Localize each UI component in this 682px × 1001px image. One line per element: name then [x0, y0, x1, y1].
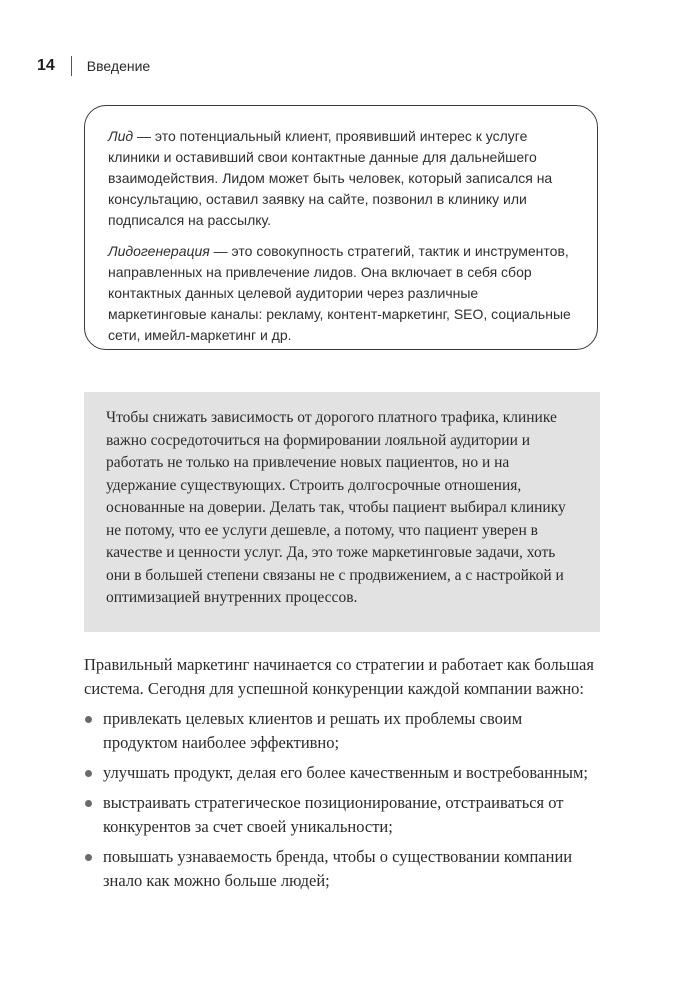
definition-text: — это потенциальный клиент, проявивший интерес к услуге клиники и оставивший свои контактные данные для дальнейшего взаимодействия. Лидом может быть человек, который записался на консультацию, оставил заявку на сайте, позвонил в клинику или подписался на рассылку.	[108, 128, 553, 228]
definition-box	[84, 105, 598, 350]
body-text	[84, 653, 600, 899]
page-number: 14	[37, 57, 55, 74]
bullet-icon	[85, 770, 92, 777]
list-item	[84, 761, 600, 785]
definition-term: Лидогенерация	[108, 243, 210, 259]
definition-leadgen	[108, 241, 577, 346]
page-header	[37, 55, 150, 77]
list-item	[84, 791, 600, 839]
bullet-icon	[85, 800, 92, 807]
bullet-list	[84, 707, 600, 893]
definition-text: — это совокупность стратегий, тактик и инструментов, направленных на привлечение лидов. Она включает в себя сбор контактных данных целевой аудитории через различные маркетинговые каналы: рекламу, контент-маркетинг, SEO, социальные сети, имейл-маркетинг и др.	[108, 243, 571, 343]
callout-text: Чтобы снижать зависимость от дорогого платного трафика, клинике важно сосредоточиться на формировании лояльной аудитории и работать не только на привлечение новых пациентов, но и на удержание существующих. Строить долгосрочные отношения, основанные на доверии. Делать так, чтобы пациент выбирал клинику не потому, что ее услуги дешевле, а потому, что пациент уверен в качестве и ценности услуг. Да, это тоже маркетинговые задачи, хоть они в большей степени связаны не с продвижением, а с настройкой и оптимизацией внутренних процессов.	[106, 409, 566, 606]
definition-lead	[108, 126, 577, 231]
section-title: Введение	[86, 58, 151, 74]
list-item-text: выстраивать стратегическое позиционирование, отстраиваться от конкурентов за счет своей уникальности;	[103, 793, 564, 836]
list-item-text: улучшать продукт, делая его более качественным и востребованным;	[103, 763, 589, 782]
intro-paragraph: Правильный маркетинг начинается со стратегии и работает как большая система. Сегодня для успешной конкуренции каждой компании важно:	[84, 655, 594, 698]
list-item	[84, 707, 600, 755]
callout-box	[84, 392, 600, 632]
header-divider	[71, 56, 72, 76]
bullet-icon	[85, 716, 92, 723]
list-item	[84, 845, 600, 893]
bullet-icon	[85, 854, 92, 861]
list-item-text: привлекать целевых клиентов и решать их проблемы своим продуктом наиболее эффективно;	[103, 709, 523, 752]
definition-term: Лид	[108, 128, 134, 144]
list-item-text: повышать узнаваемость бренда, чтобы о существовании компании знало как можно больше людей;	[103, 847, 573, 890]
